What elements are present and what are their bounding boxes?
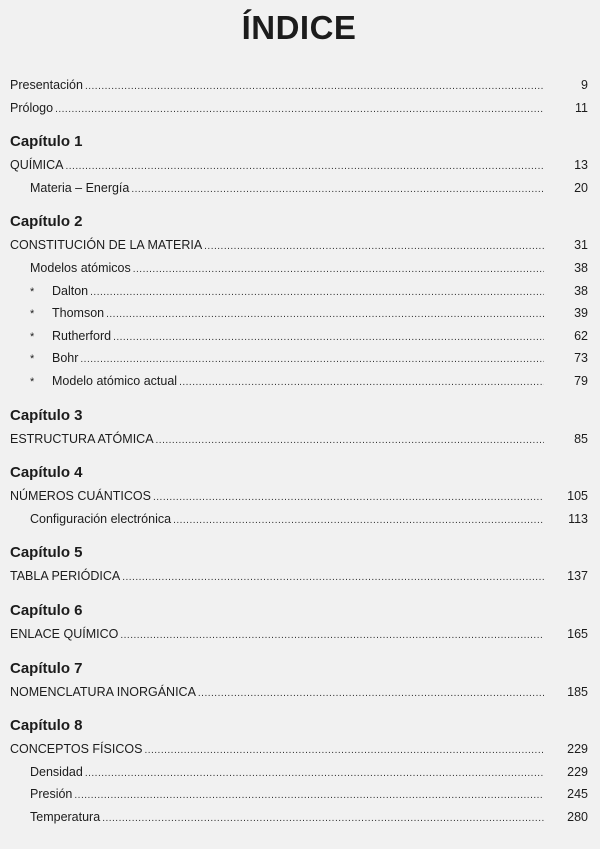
bullet-marker: * (30, 285, 35, 298)
toc-entry[interactable] (10, 234, 588, 257)
toc-entry-label: NÚMEROS CUÁNTICOS (10, 489, 151, 504)
toc-page-number: 13 (574, 158, 588, 173)
toc-page-number: 105 (567, 489, 588, 504)
chapter-heading: Capítulo 5 (10, 544, 83, 562)
toc-entry[interactable] (10, 257, 588, 280)
toc-entry-label: Temperatura (30, 809, 101, 824)
toc-entry-label: QUÍMICA (10, 158, 64, 173)
toc-entry[interactable] (10, 681, 588, 704)
dot-leader (65, 156, 544, 179)
toc-entry[interactable] (10, 623, 588, 646)
toc-entry[interactable] (10, 347, 588, 370)
toc-entry-label: Prólogo (10, 100, 54, 115)
toc-page-number: 38 (574, 283, 588, 298)
toc-list (10, 74, 588, 828)
dot-leader (55, 99, 544, 122)
toc-entry[interactable] (10, 74, 588, 97)
toc-entry-label: Densidad (30, 764, 83, 779)
toc-entry-label: TABLA PERIÓDICA (10, 569, 121, 584)
toc-page-number: 73 (574, 351, 588, 366)
dot-leader (120, 625, 544, 648)
bullet-marker: * (30, 330, 35, 343)
toc-entry-text: Dalton (52, 283, 89, 298)
dot-leader (90, 282, 544, 305)
toc-entry[interactable] (10, 485, 588, 508)
toc-entry-label (10, 302, 104, 326)
toc-entry-label: CONCEPTOS FÍSICOS (10, 742, 143, 757)
toc-entry-text: Thomson (52, 306, 105, 321)
dot-leader (106, 304, 544, 327)
bullet-marker: * (30, 353, 35, 366)
chapter-heading: Capítulo 7 (10, 659, 83, 677)
dot-leader (85, 76, 544, 99)
toc-entry[interactable] (10, 565, 588, 588)
toc-page-number: 165 (567, 626, 588, 641)
dot-leader (144, 740, 544, 763)
toc-page-number: 62 (574, 328, 588, 343)
toc-entry[interactable] (10, 370, 588, 393)
toc-entry-label: ESTRUCTURA ATÓMICA (10, 431, 154, 446)
toc-entry[interactable] (10, 154, 588, 177)
front-matter-section (10, 74, 588, 119)
chapter-heading: Capítulo 6 (10, 601, 83, 619)
toc-entry-text: Modelo atómico actual (52, 373, 178, 388)
toc-page-number: 229 (567, 742, 588, 757)
toc-page-number: 137 (567, 569, 588, 584)
toc-entry-label: Presión (30, 787, 73, 802)
dot-leader (131, 179, 544, 202)
dot-leader (113, 327, 544, 350)
toc-entry-label: ENLACE QUÍMICO (10, 626, 119, 641)
toc-entry[interactable] (10, 508, 588, 531)
toc-entry[interactable] (10, 302, 588, 325)
toc-page-number: 79 (574, 373, 588, 388)
dot-leader (102, 808, 544, 831)
toc-entry-label: Presentación (10, 78, 83, 92)
dot-leader (198, 683, 544, 706)
toc-entry-label: NOMENCLATURA INORGÁNICA (10, 684, 196, 699)
toc-page-number: 39 (574, 306, 588, 321)
page-title: ÍNDICE (241, 9, 357, 46)
toc-entry[interactable] (10, 428, 588, 451)
toc-page-number: 280 (567, 809, 588, 824)
toc-entry-text: Bohr (52, 351, 79, 366)
chapter-heading: Capítulo 3 (10, 406, 83, 424)
toc-entry[interactable] (10, 806, 588, 829)
toc-page-number: 9 (581, 78, 588, 92)
toc-page-number: 11 (575, 100, 588, 115)
chapter-heading: Capítulo 8 (10, 717, 83, 735)
chapter-heading: Capítulo 2 (10, 213, 83, 231)
toc-entry-label: Modelos atómicos (30, 260, 131, 275)
dot-leader (122, 567, 544, 590)
toc-page-number: 85 (574, 431, 588, 446)
toc-page-number: 185 (567, 684, 588, 699)
toc-entry-label (10, 325, 111, 349)
toc-entry[interactable] (10, 783, 588, 806)
dot-leader (153, 487, 544, 510)
dot-leader (133, 259, 544, 282)
bullet-marker: * (30, 308, 35, 321)
toc-entry[interactable] (10, 325, 588, 348)
toc-page-number: 229 (567, 764, 588, 779)
toc-entry-text: Rutherford (52, 328, 112, 343)
chapter-heading: Capítulo 1 (10, 133, 83, 151)
toc-page-number: 113 (568, 511, 588, 526)
toc-page-number: 245 (567, 787, 588, 802)
toc-entry-label (10, 280, 88, 304)
dot-leader (156, 430, 544, 453)
toc-entry-label: Materia – Energía (30, 180, 130, 195)
toc-entry[interactable] (10, 738, 588, 761)
toc-entry-label (10, 370, 177, 394)
dot-leader (204, 236, 544, 259)
toc-entry-label (10, 347, 78, 371)
toc-page-number: 20 (574, 180, 588, 195)
dot-leader (173, 510, 544, 533)
toc-entry[interactable] (10, 761, 588, 784)
dot-leader (179, 372, 544, 395)
toc-entry-label: Configuración electrónica (30, 511, 172, 526)
chapter-heading: Capítulo 4 (10, 464, 83, 482)
dot-leader (74, 785, 544, 808)
toc-entry[interactable] (10, 97, 588, 120)
dot-leader (80, 349, 544, 372)
chapters-section (10, 132, 588, 828)
toc-page-number: 38 (574, 260, 588, 275)
toc-entry[interactable] (10, 177, 588, 200)
toc-page-number: 31 (574, 238, 588, 253)
toc-entry-label: CONSTITUCIÓN DE LA MATERIA (10, 238, 203, 253)
toc-entry[interactable] (10, 280, 588, 303)
bullet-marker: * (30, 375, 35, 388)
dot-leader (85, 763, 544, 786)
